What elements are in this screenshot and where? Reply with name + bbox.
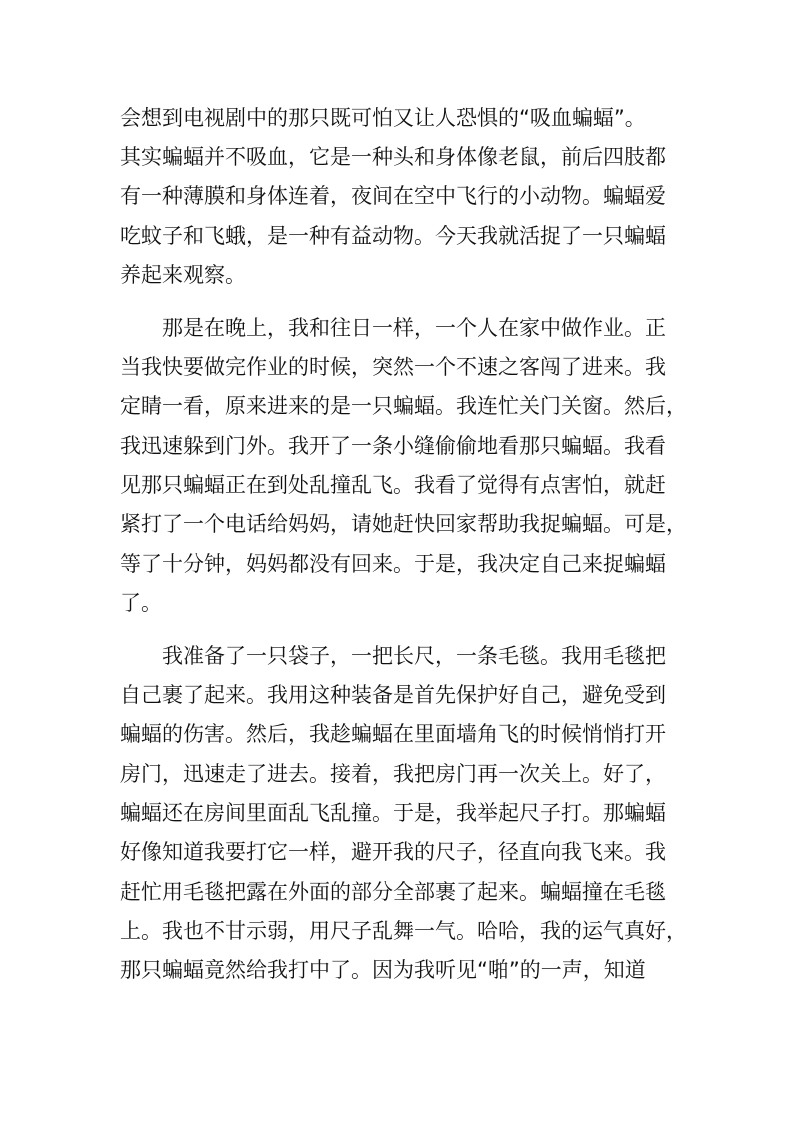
text-line: 等了十分钟，妈妈都没有回来。于是，我决定自己来捉蝙蝠 <box>120 552 666 576</box>
text-line: 那只蝙蝠竟然给我打中了。因为我听见“啪”的一声，知道 <box>120 958 646 982</box>
text-line: 会想到电视剧中的那只既可怕又让人恐惧的“吸血蝙蝠”。 <box>120 106 646 130</box>
text-line: 自己裹了起来。我用这种装备是首先保护好自己，避免受到 <box>120 683 666 707</box>
text-line: 紧打了一个电话给妈妈，请她赶快回家帮助我捉蝙蝠。可是， <box>120 512 687 536</box>
text-line: 好像知道我要打它一样，避开我的尺子，径直向我飞来。我 <box>120 840 666 864</box>
text-line: 其实蝙蝠并不吸血，它是一种头和身体像老鼠，前后四肢都 <box>120 145 666 169</box>
text-line: 吃蚊子和飞蛾，是一种有益动物。今天我就活捉了一只蝙蝠 <box>120 224 666 248</box>
text-line: 见那只蝙蝠正在到处乱撞乱飞。我看了觉得有点害怕，就赶 <box>120 473 666 497</box>
paragraph-first-line: 我准备了一只袋子，一把长尺，一条毛毯。我用毛毯把 <box>162 644 666 668</box>
text-line: 当我快要做完作业的时候，突然一个不速之客闯了进来。我 <box>120 355 666 379</box>
text-line: 房门，迅速走了进去。接着，我把房门再一次关上。好了， <box>120 762 666 786</box>
text-line: 养起来观察。 <box>120 263 246 287</box>
text-line: 上。我也不甘示弱，用尺子乱舞一气。哈哈，我的运气真好， <box>120 919 687 943</box>
text-line: 我迅速躲到门外。我开了一条小缝偷偷地看那只蝙蝠。我看 <box>120 434 666 458</box>
paragraph-first-line: 那是在晚上，我和往日一样，一个人在家中做作业。正 <box>162 316 666 340</box>
text-line: 定睛一看，原来进来的是一只蝙蝠。我连忙关门关窗。然后， <box>120 394 687 418</box>
text-line: 蝙蝠还在房间里面乱飞乱撞。于是，我举起尺子打。那蝙蝠 <box>120 801 666 825</box>
text-line: 了。 <box>120 591 162 615</box>
text-line: 有一种薄膜和身体连着，夜间在空中飞行的小动物。蝙蝠爱 <box>120 184 666 208</box>
text-line: 蝙蝠的伤害。然后，我趁蝙蝠在里面墙角飞的时候悄悄打开 <box>120 722 666 746</box>
text-line: 赶忙用毛毯把露在外面的部分全部裹了起来。蝙蝠撞在毛毯 <box>120 880 666 904</box>
